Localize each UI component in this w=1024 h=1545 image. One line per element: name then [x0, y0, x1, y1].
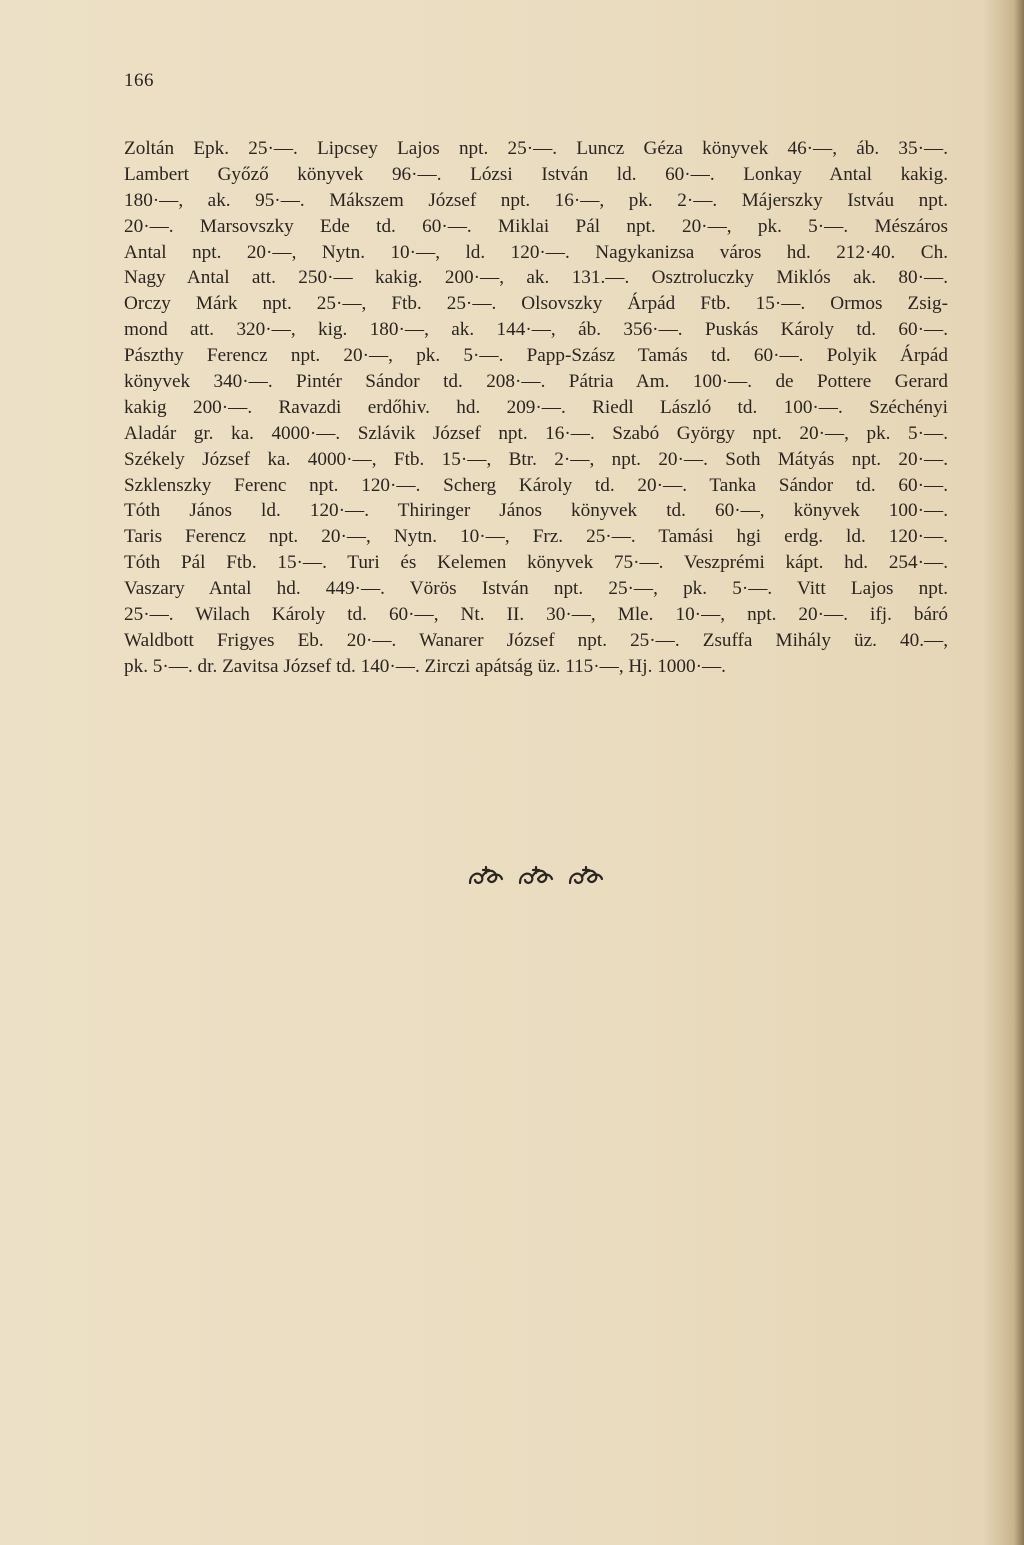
text-line: 180·—, ak. 95·—. Mákszem József npt. 16·—, pk. 2·—. Májerszky Istváu npt.: [124, 189, 948, 211]
text-line: Taris Ferencz npt. 20·—, Nytn. 10·—, Frz. 25·—. Tamási hgi erdg. ld. 120·—.: [124, 526, 948, 548]
text-line: Székely József ka. 4000·—, Ftb. 15·—, Btr. 2·—, npt. 20·—. Soth Mátyás npt. 20·—.: [124, 448, 948, 470]
text-line: Nagy Antal att. 250·— kakig. 200·—, ak. 131.—. Osztroluczky Miklós ak. 80·—.: [124, 267, 948, 289]
text-line: Tóth János ld. 120·—. Thiringer János könyvek td. 60·—, könyvek 100·—.: [124, 500, 948, 522]
text-line: Lambert Győző könyvek 96·—. Lózsi István ld. 60·—. Lonkay Antal kakig.: [124, 163, 948, 185]
text-line: Pászthy Ferencz npt. 20·—, pk. 5·—. Papp-Szász Tamás td. 60·—. Polyik Árpád: [124, 345, 948, 367]
text-line: mond att. 320·—, kig. 180·—, ak. 144·—, áb. 356·—. Puskás Károly td. 60·—.: [124, 319, 948, 341]
donor-list-text: [124, 136, 948, 680]
text-line: Antal npt. 20·—, Nytn. 10·—, ld. 120·—. Nagykanizsa város hd. 212·40. Ch.: [124, 241, 948, 263]
text-line: pk. 5·—. dr. Zavitsa József td. 140·—. Zirczi apátság üz. 115·—, Hj. 1000·—.: [124, 655, 726, 677]
text-line: Waldbott Frigyes Eb. 20·—. Wanarer József npt. 25·—. Zsuffa Mihály üz. 40.—,: [124, 629, 948, 651]
text-line: Zoltán Epk. 25·—. Lipcsey Lajos npt. 25·—. Luncz Géza könyvek 46·—, áb. 35·—.: [124, 138, 948, 159]
text-line: Vaszary Antal hd. 449·—. Vörös István npt. 25·—, pk. 5·—. Vitt Lajos npt.: [124, 578, 948, 600]
text-line: 25·—. Wilach Károly td. 60·—, Nt. II. 30·—, Mle. 10·—, npt. 20·—. ifj. báró: [124, 604, 948, 626]
closing-ornament: [466, 862, 616, 892]
text-line: könyvek 340·—. Pintér Sándor td. 208·—. Pátria Am. 100·—. de Pottere Gerard: [124, 371, 948, 393]
text-line: kakig 200·—. Ravazdi erdőhiv. hd. 209·—. Riedl László td. 100·—. Széchényi: [124, 396, 948, 418]
text-line: Aladár gr. ka. 4000·—. Szlávik József npt. 16·—. Szabó György npt. 20·—, pk. 5·—.: [124, 422, 948, 444]
page-number: 166: [124, 70, 154, 91]
fleuron-ornament-icon: [466, 863, 506, 891]
text-line: 20·—. Marsovszky Ede td. 60·—. Miklai Pál npt. 20·—, pk. 5·—. Mészáros: [124, 215, 948, 237]
text-line: Szklenszky Ferenc npt. 120·—. Scherg Károly td. 20·—. Tanka Sándor td. 60·—.: [124, 474, 948, 496]
text-line: Orczy Márk npt. 25·—, Ftb. 25·—. Olsovszky Árpád Ftb. 15·—. Ormos Zsig-: [124, 293, 948, 315]
fleuron-ornament-icon: [516, 863, 556, 891]
text-line: Tóth Pál Ftb. 15·—. Turi és Kelemen könyvek 75·—. Veszprémi kápt. hd. 254·—.: [124, 552, 948, 574]
fleuron-ornament-icon: [566, 863, 606, 891]
